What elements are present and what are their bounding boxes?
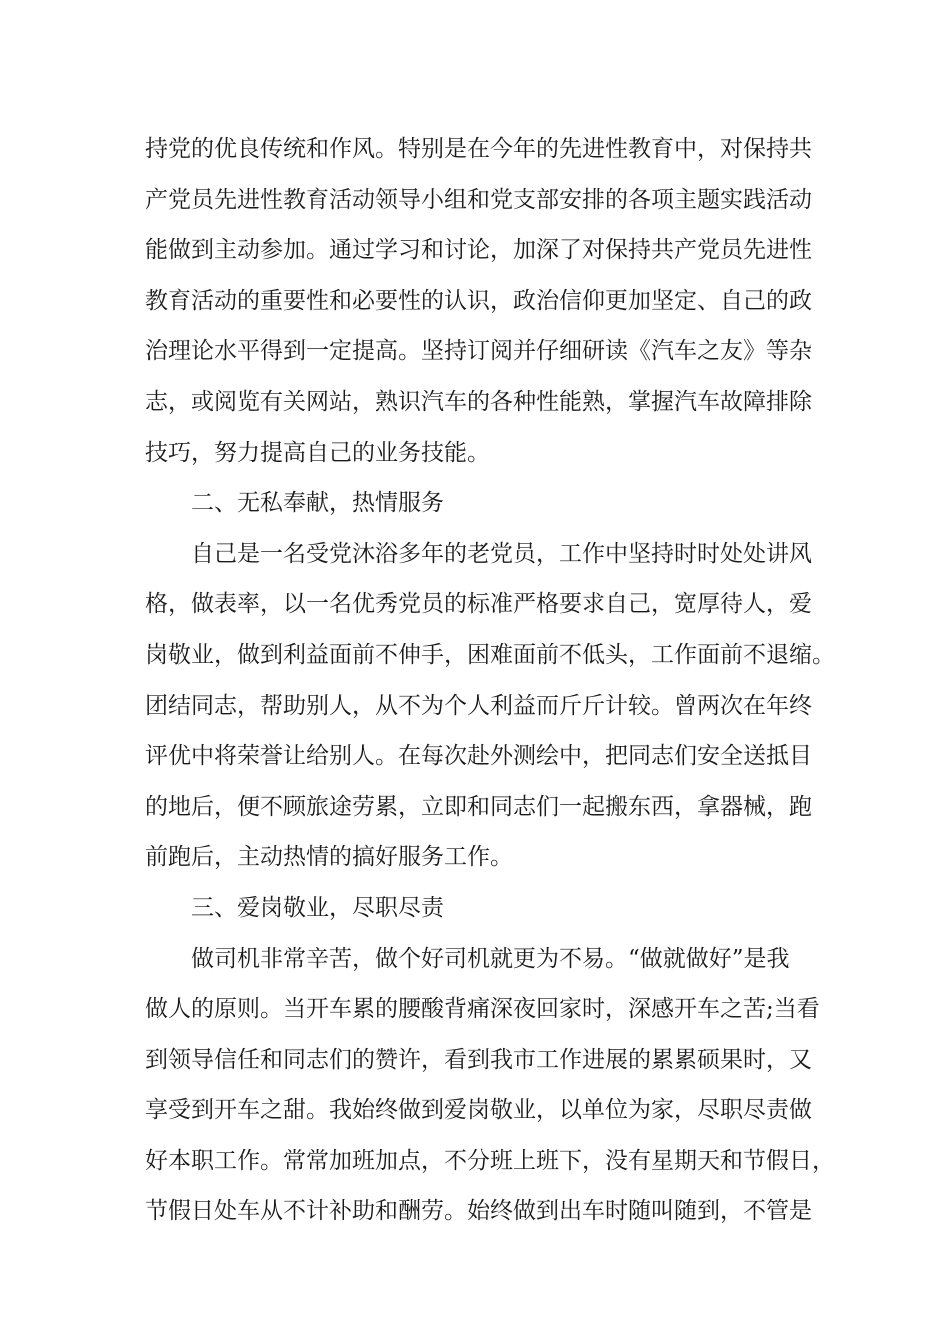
paragraph-line: 做人的原则。当开车累的腰酸背痛深夜回家时，深感开车之苦;当看 [145,996,820,1023]
paragraph-line: 享受到开车之甜。我始终做到爱岗敬业，以单位为家，尽职尽责做 [145,1097,812,1124]
paragraph-line: 的地后，便不顾旅途劳累，立即和同志们一起搬东西，拿器械，跑 [145,793,812,820]
paragraph-line: 能做到主动参加。通过学习和讨论，加深了对保持共产党员先进性 [145,237,812,264]
paragraph-line: 治理论水平得到一定提高。坚持订阅并仔细研读《汽车之友》等杂 [145,338,812,365]
paragraph-line: 自己是一名受党沐浴多年的老党员，工作中坚持时时处处讲风 [191,540,812,567]
section-heading: 三、爱岗敬业，尽职尽责 [191,894,444,921]
paragraph-line: 团结同志，帮助别人，从不为个人利益而斤斤计较。曾两次在年终 [145,692,812,719]
paragraph-line: 持党的优良传统和作风。特别是在今年的先进性教育中，对保持共 [145,136,812,162]
paragraph-line: 做司机非常辛苦，做个好司机就更为不易。“做就做好”是我 [191,945,790,972]
paragraph-line: 节假日处车从不计补助和酬劳。始终做到出车时随叫随到，不管是 [145,1198,812,1225]
paragraph-line: 到领导信任和同志们的赞许，看到我市工作进展的累累硕果时，又 [145,1046,812,1073]
paragraph-line: 岗敬业，做到利益面前不伸手，困难面前不低头，工作面前不退缩。 [145,641,835,668]
paragraph-line: 评优中将荣誉让给别人。在每次赴外测绘中，把同志们安全送抵目 [145,743,812,770]
paragraph-line: 技巧，努力提高自己的业务技能。 [145,439,490,466]
paragraph-line: 志，或阅览有关网站，熟识汽车的各种性能熟，掌握汽车故障排除 [145,388,812,415]
paragraph-line: 好本职工作。常常加班加点，不分班上班下，没有星期天和节假日， [145,1147,835,1174]
paragraph-line: 前跑后，主动热情的搞好服务工作。 [145,844,513,871]
document-body [145,124,835,1237]
paragraph-line: 产党员先进性教育活动领导小组和党支部安排的各项主题实践活动 [145,186,812,213]
paragraph-line: 教育活动的重要性和必要性的认识，政治信仰更加坚定、自己的政 [145,287,812,314]
section-heading: 二、无私奉献，热情服务 [191,490,444,517]
paragraph-line: 格，做表率，以一名优秀党员的标准严格要求自己，宽厚待人，爱 [145,591,812,618]
